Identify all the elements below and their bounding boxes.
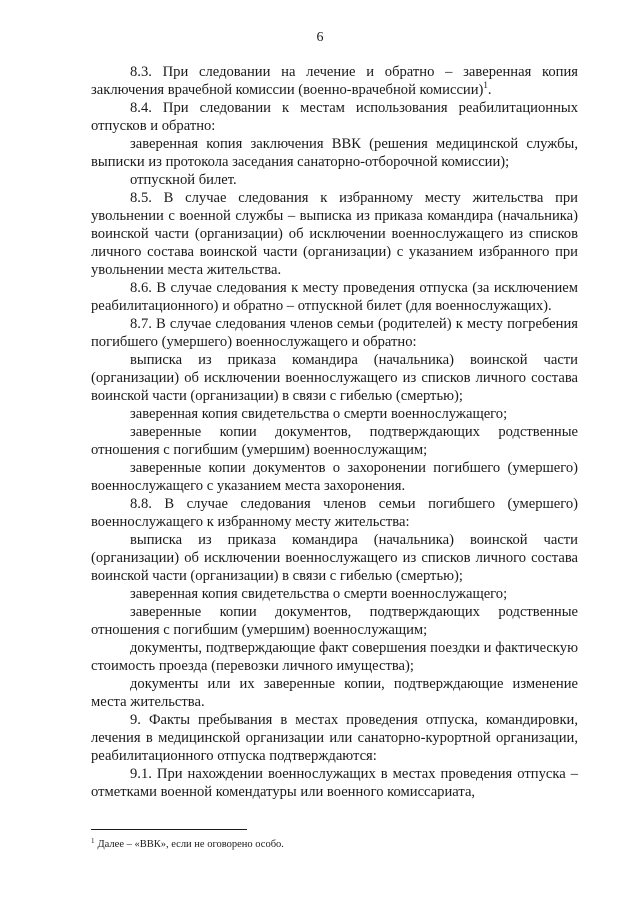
paragraph-9-1: 9.1. При нахождении военнослужащих в местах проведения отпуска – отметками военной комендатуры или военного комиссариата, xyxy=(91,766,578,800)
paragraph-8-4: 8.4. При следовании к местам использования реабилитационных отпусков и обратно: xyxy=(91,100,578,134)
footnote xyxy=(91,838,578,851)
footnote-reference: 1 xyxy=(483,80,488,91)
paragraph-8-6: 8.6. В случае следования к месту проведения отпуска (за исключением реабилитационного) и обратно – отпускной билет (для военнослужащих). xyxy=(91,280,578,314)
list-item: заверенная копия свидетельства о смерти военнослужащего; xyxy=(130,406,508,422)
list-item: заверенная копия свидетельства о смерти военнослужащего; xyxy=(130,586,508,602)
paragraph-text: 8.3. При следовании на лечение и обратно – заверенная копия заключения врачебной комиссии (военно-врачебной комиссии) xyxy=(91,64,578,98)
list-item: выписка из приказа командира (начальника) воинской части (организации) об исключении военнослужащего из списков личного состава воинской части (организации) в связи с гибелью (смертью); xyxy=(91,532,578,584)
paragraph-8-3 xyxy=(91,63,578,99)
paragraph-8-8: 8.8. В случае следования членов семьи погибшего (умершего) военнослужащего к избранному месту жительства: xyxy=(91,496,578,530)
paragraph-8-7: 8.7. В случае следования членов семьи (родителей) к месту погребения погибшего (умершего) военнослужащего и обратно: xyxy=(91,316,578,350)
document-body xyxy=(91,63,578,801)
list-item: заверенные копии документов о захоронении погибшего (умершего) военнослужащего с указанием места захоронения. xyxy=(91,460,578,494)
list-item: документы, подтверждающие факт совершения поездки и фактическую стоимость проезда (перевозки личного имущества); xyxy=(91,640,578,674)
footnote-text: Далее – «ВВК», если не оговорено особо. xyxy=(97,839,284,850)
footnote-separator xyxy=(91,829,247,830)
list-item: отпускной билет. xyxy=(130,172,237,188)
list-item: заверенные копии документов, подтверждающих родственные отношения с погибшим (умершим) военнослужащим; xyxy=(91,604,578,638)
paragraph-9: 9. Факты пребывания в местах проведения отпуска, командировки, лечения в медицинской организации или санаторно-курортной организации, реабилитационного отпуска подтверждаются: xyxy=(91,712,578,764)
list-item: документы или их заверенные копии, подтверждающие изменение места жительства. xyxy=(91,676,578,710)
paragraph-tail: . xyxy=(487,82,492,98)
list-item: заверенные копии документов, подтверждающих родственные отношения с погибшим (умершим) военнослужащим; xyxy=(91,424,578,458)
page-number: 6 xyxy=(316,30,324,45)
list-item: заверенная копия заключения ВВК (решения медицинской службы, выписки из протокола заседания санаторно-отборочной комиссии); xyxy=(91,136,578,170)
footnote-mark: 1 xyxy=(91,836,95,845)
list-item: выписка из приказа командира (начальника) воинской части (организации) об исключении военнослужащего из списков личного состава воинской части (организации) в связи с гибелью (смертью); xyxy=(91,352,578,404)
paragraph-8-5: 8.5. В случае следования к избранному месту жительства при увольнении с военной службы – выписка из приказа командира (начальника) воинской части (организации) об исключении военнослужащего из списков личного состава воинской части (организации) с указанием избранного при увольнении места жительства. xyxy=(91,190,578,278)
